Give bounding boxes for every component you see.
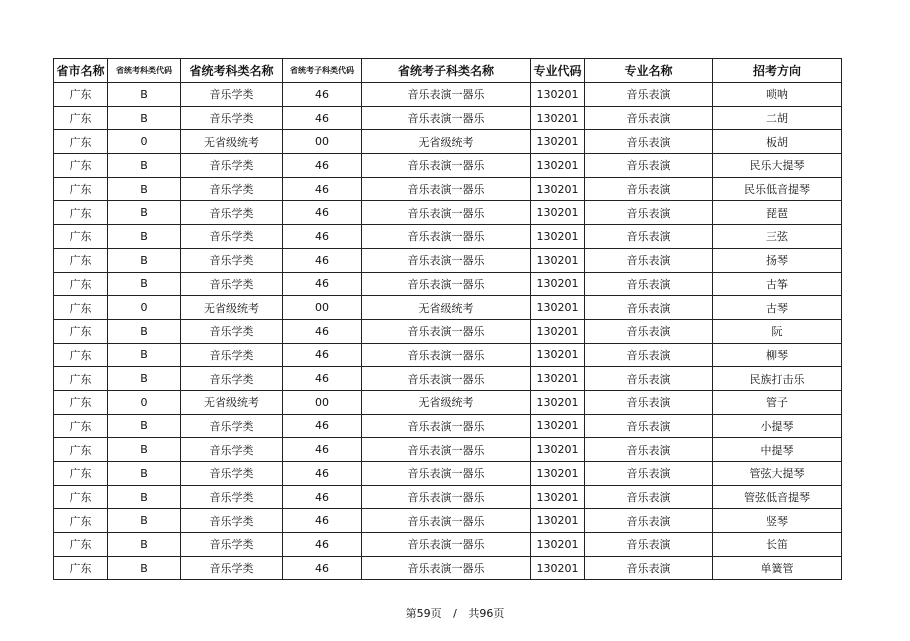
cell-province: 广东	[54, 154, 108, 178]
table-row	[54, 319, 842, 343]
cell-province: 广东	[54, 83, 108, 107]
cell-category-code: B	[108, 485, 181, 509]
cell-province: 广东	[54, 414, 108, 438]
cell-direction: 单簧管	[713, 556, 842, 580]
cell-major-name: 音乐表演	[585, 154, 713, 178]
cell-subcategory-code: 46	[283, 556, 362, 580]
header-subcategory-name: 省统考子科类名称	[362, 59, 531, 83]
cell-major-name: 音乐表演	[585, 319, 713, 343]
cell-direction: 二胡	[713, 106, 842, 130]
cell-major-code: 130201	[531, 154, 585, 178]
cell-subcategory-code: 46	[283, 248, 362, 272]
cell-direction: 民乐大提琴	[713, 154, 842, 178]
cell-subcategory-code: 46	[283, 533, 362, 557]
cell-subcategory-name: 音乐表演一器乐	[362, 485, 531, 509]
table-row	[54, 130, 842, 154]
cell-major-name: 音乐表演	[585, 509, 713, 533]
cell-major-code: 130201	[531, 319, 585, 343]
table-row	[54, 390, 842, 414]
cell-subcategory-name: 音乐表演一器乐	[362, 438, 531, 462]
header-province: 省市名称	[54, 59, 108, 83]
cell-category-code: B	[108, 272, 181, 296]
cell-major-code: 130201	[531, 509, 585, 533]
cell-major-code: 130201	[531, 296, 585, 320]
cell-category-name: 音乐学类	[181, 154, 283, 178]
cell-category-code: B	[108, 438, 181, 462]
cell-subcategory-code: 46	[283, 225, 362, 249]
cell-major-code: 130201	[531, 130, 585, 154]
cell-category-code: B	[108, 248, 181, 272]
cell-major-name: 音乐表演	[585, 225, 713, 249]
header-category-code: 省统考科类代码	[108, 59, 181, 83]
table-row	[54, 177, 842, 201]
table-row	[54, 533, 842, 557]
cell-direction: 柳琴	[713, 343, 842, 367]
cell-category-name: 音乐学类	[181, 414, 283, 438]
cell-category-name: 音乐学类	[181, 319, 283, 343]
cell-subcategory-code: 00	[283, 130, 362, 154]
cell-direction: 管弦大提琴	[713, 462, 842, 486]
cell-province: 广东	[54, 201, 108, 225]
cell-province: 广东	[54, 177, 108, 201]
cell-category-name: 音乐学类	[181, 509, 283, 533]
cell-category-code: B	[108, 509, 181, 533]
cell-category-code: B	[108, 154, 181, 178]
cell-direction: 琵琶	[713, 201, 842, 225]
cell-major-name: 音乐表演	[585, 272, 713, 296]
table-row	[54, 509, 842, 533]
header-category-name: 省统考科类名称	[181, 59, 283, 83]
header-major-code: 专业代码	[531, 59, 585, 83]
cell-subcategory-name: 音乐表演一器乐	[362, 414, 531, 438]
cell-category-code: B	[108, 367, 181, 391]
cell-major-name: 音乐表演	[585, 248, 713, 272]
cell-subcategory-code: 00	[283, 390, 362, 414]
cell-major-code: 130201	[531, 556, 585, 580]
cell-direction: 古琴	[713, 296, 842, 320]
page-indicator	[0, 605, 910, 621]
cell-subcategory-name: 音乐表演一器乐	[362, 177, 531, 201]
cell-direction: 阮	[713, 319, 842, 343]
cell-category-code: B	[108, 343, 181, 367]
cell-major-code: 130201	[531, 533, 585, 557]
cell-category-name: 音乐学类	[181, 556, 283, 580]
cell-major-code: 130201	[531, 201, 585, 225]
current-page: 第59页	[405, 607, 442, 620]
cell-category-name: 音乐学类	[181, 485, 283, 509]
table-row	[54, 414, 842, 438]
cell-major-name: 音乐表演	[585, 556, 713, 580]
cell-direction: 中提琴	[713, 438, 842, 462]
cell-category-name: 音乐学类	[181, 83, 283, 107]
cell-direction: 民乐低音提琴	[713, 177, 842, 201]
cell-province: 广东	[54, 390, 108, 414]
cell-province: 广东	[54, 106, 108, 130]
cell-direction: 竖琴	[713, 509, 842, 533]
cell-subcategory-name: 音乐表演一器乐	[362, 201, 531, 225]
cell-subcategory-code: 46	[283, 319, 362, 343]
cell-subcategory-name: 无省级统考	[362, 130, 531, 154]
cell-major-name: 音乐表演	[585, 414, 713, 438]
cell-direction: 扬琴	[713, 248, 842, 272]
cell-category-code: 0	[108, 390, 181, 414]
table-row	[54, 296, 842, 320]
cell-subcategory-code: 46	[283, 414, 362, 438]
cell-major-code: 130201	[531, 83, 585, 107]
cell-subcategory-code: 46	[283, 509, 362, 533]
cell-direction: 板胡	[713, 130, 842, 154]
cell-category-code: B	[108, 414, 181, 438]
table-row	[54, 225, 842, 249]
cell-subcategory-name: 音乐表演一器乐	[362, 367, 531, 391]
cell-category-name: 音乐学类	[181, 367, 283, 391]
cell-direction: 唢呐	[713, 83, 842, 107]
cell-major-code: 130201	[531, 438, 585, 462]
cell-major-code: 130201	[531, 367, 585, 391]
cell-province: 广东	[54, 556, 108, 580]
cell-category-code: 0	[108, 296, 181, 320]
table-row	[54, 201, 842, 225]
cell-province: 广东	[54, 343, 108, 367]
cell-major-code: 130201	[531, 414, 585, 438]
cell-major-code: 130201	[531, 390, 585, 414]
cell-major-name: 音乐表演	[585, 390, 713, 414]
cell-province: 广东	[54, 319, 108, 343]
cell-direction: 民族打击乐	[713, 367, 842, 391]
cell-subcategory-code: 46	[283, 272, 362, 296]
cell-major-name: 音乐表演	[585, 485, 713, 509]
cell-province: 广东	[54, 248, 108, 272]
cell-category-name: 音乐学类	[181, 533, 283, 557]
table-row	[54, 462, 842, 486]
table-row	[54, 154, 842, 178]
header-subcategory-code: 省统考子科类代码	[283, 59, 362, 83]
cell-direction: 长笛	[713, 533, 842, 557]
cell-major-name: 音乐表演	[585, 201, 713, 225]
header-major-name: 专业名称	[585, 59, 713, 83]
cell-major-code: 130201	[531, 462, 585, 486]
cell-major-code: 130201	[531, 106, 585, 130]
cell-subcategory-code: 46	[283, 201, 362, 225]
cell-direction: 管弦低音提琴	[713, 485, 842, 509]
cell-province: 广东	[54, 462, 108, 486]
cell-category-name: 音乐学类	[181, 225, 283, 249]
table-row	[54, 556, 842, 580]
cell-direction: 管子	[713, 390, 842, 414]
page-separator: /	[453, 607, 457, 620]
cell-category-name: 音乐学类	[181, 343, 283, 367]
cell-subcategory-name: 音乐表演一器乐	[362, 533, 531, 557]
cell-category-code: B	[108, 319, 181, 343]
cell-subcategory-name: 无省级统考	[362, 296, 531, 320]
cell-direction: 古筝	[713, 272, 842, 296]
cell-province: 广东	[54, 485, 108, 509]
cell-category-code: B	[108, 556, 181, 580]
cell-category-name: 无省级统考	[181, 390, 283, 414]
cell-subcategory-name: 音乐表演一器乐	[362, 248, 531, 272]
cell-direction: 三弦	[713, 225, 842, 249]
cell-subcategory-code: 46	[283, 438, 362, 462]
cell-category-code: B	[108, 462, 181, 486]
cell-subcategory-name: 音乐表演一器乐	[362, 83, 531, 107]
total-pages: 共96页	[468, 607, 505, 620]
cell-subcategory-code: 46	[283, 106, 362, 130]
cell-subcategory-code: 46	[283, 154, 362, 178]
cell-province: 广东	[54, 272, 108, 296]
cell-category-code: B	[108, 225, 181, 249]
cell-category-code: B	[108, 106, 181, 130]
admissions-table	[53, 58, 842, 580]
cell-subcategory-name: 音乐表演一器乐	[362, 225, 531, 249]
table-row	[54, 438, 842, 462]
cell-major-name: 音乐表演	[585, 438, 713, 462]
cell-major-name: 音乐表演	[585, 130, 713, 154]
cell-subcategory-code: 46	[283, 343, 362, 367]
cell-major-name: 音乐表演	[585, 296, 713, 320]
cell-major-code: 130201	[531, 272, 585, 296]
table-row	[54, 83, 842, 107]
cell-province: 广东	[54, 533, 108, 557]
cell-major-name: 音乐表演	[585, 367, 713, 391]
cell-major-name: 音乐表演	[585, 106, 713, 130]
cell-category-name: 音乐学类	[181, 438, 283, 462]
cell-category-name: 无省级统考	[181, 130, 283, 154]
cell-category-name: 音乐学类	[181, 462, 283, 486]
table-row	[54, 106, 842, 130]
cell-province: 广东	[54, 509, 108, 533]
cell-category-code: B	[108, 177, 181, 201]
cell-province: 广东	[54, 225, 108, 249]
cell-category-name: 音乐学类	[181, 272, 283, 296]
cell-major-name: 音乐表演	[585, 462, 713, 486]
cell-subcategory-name: 音乐表演一器乐	[362, 154, 531, 178]
cell-major-code: 130201	[531, 225, 585, 249]
cell-category-code: 0	[108, 130, 181, 154]
cell-subcategory-code: 46	[283, 83, 362, 107]
cell-major-name: 音乐表演	[585, 533, 713, 557]
cell-category-name: 音乐学类	[181, 106, 283, 130]
cell-subcategory-code: 46	[283, 485, 362, 509]
cell-direction: 小提琴	[713, 414, 842, 438]
cell-category-code: B	[108, 201, 181, 225]
cell-category-code: B	[108, 533, 181, 557]
cell-province: 广东	[54, 367, 108, 391]
cell-category-name: 无省级统考	[181, 296, 283, 320]
cell-major-code: 130201	[531, 248, 585, 272]
table-header-row	[54, 59, 842, 83]
table-row	[54, 485, 842, 509]
cell-subcategory-name: 音乐表演一器乐	[362, 272, 531, 296]
cell-province: 广东	[54, 296, 108, 320]
cell-major-code: 130201	[531, 177, 585, 201]
cell-category-name: 音乐学类	[181, 201, 283, 225]
cell-subcategory-code: 00	[283, 296, 362, 320]
cell-subcategory-code: 46	[283, 462, 362, 486]
table-row	[54, 343, 842, 367]
cell-subcategory-name: 音乐表演一器乐	[362, 509, 531, 533]
cell-major-name: 音乐表演	[585, 177, 713, 201]
header-direction: 招考方向	[713, 59, 842, 83]
cell-subcategory-name: 音乐表演一器乐	[362, 462, 531, 486]
cell-major-name: 音乐表演	[585, 83, 713, 107]
table-row	[54, 272, 842, 296]
cell-subcategory-name: 音乐表演一器乐	[362, 106, 531, 130]
cell-subcategory-name: 无省级统考	[362, 390, 531, 414]
cell-category-name: 音乐学类	[181, 248, 283, 272]
cell-major-code: 130201	[531, 485, 585, 509]
cell-subcategory-name: 音乐表演一器乐	[362, 556, 531, 580]
cell-province: 广东	[54, 130, 108, 154]
cell-subcategory-code: 46	[283, 367, 362, 391]
cell-major-code: 130201	[531, 343, 585, 367]
table-row	[54, 367, 842, 391]
cell-category-name: 音乐学类	[181, 177, 283, 201]
cell-subcategory-name: 音乐表演一器乐	[362, 319, 531, 343]
table-row	[54, 248, 842, 272]
cell-subcategory-code: 46	[283, 177, 362, 201]
cell-subcategory-name: 音乐表演一器乐	[362, 343, 531, 367]
cell-major-name: 音乐表演	[585, 343, 713, 367]
cell-category-code: B	[108, 83, 181, 107]
cell-province: 广东	[54, 438, 108, 462]
